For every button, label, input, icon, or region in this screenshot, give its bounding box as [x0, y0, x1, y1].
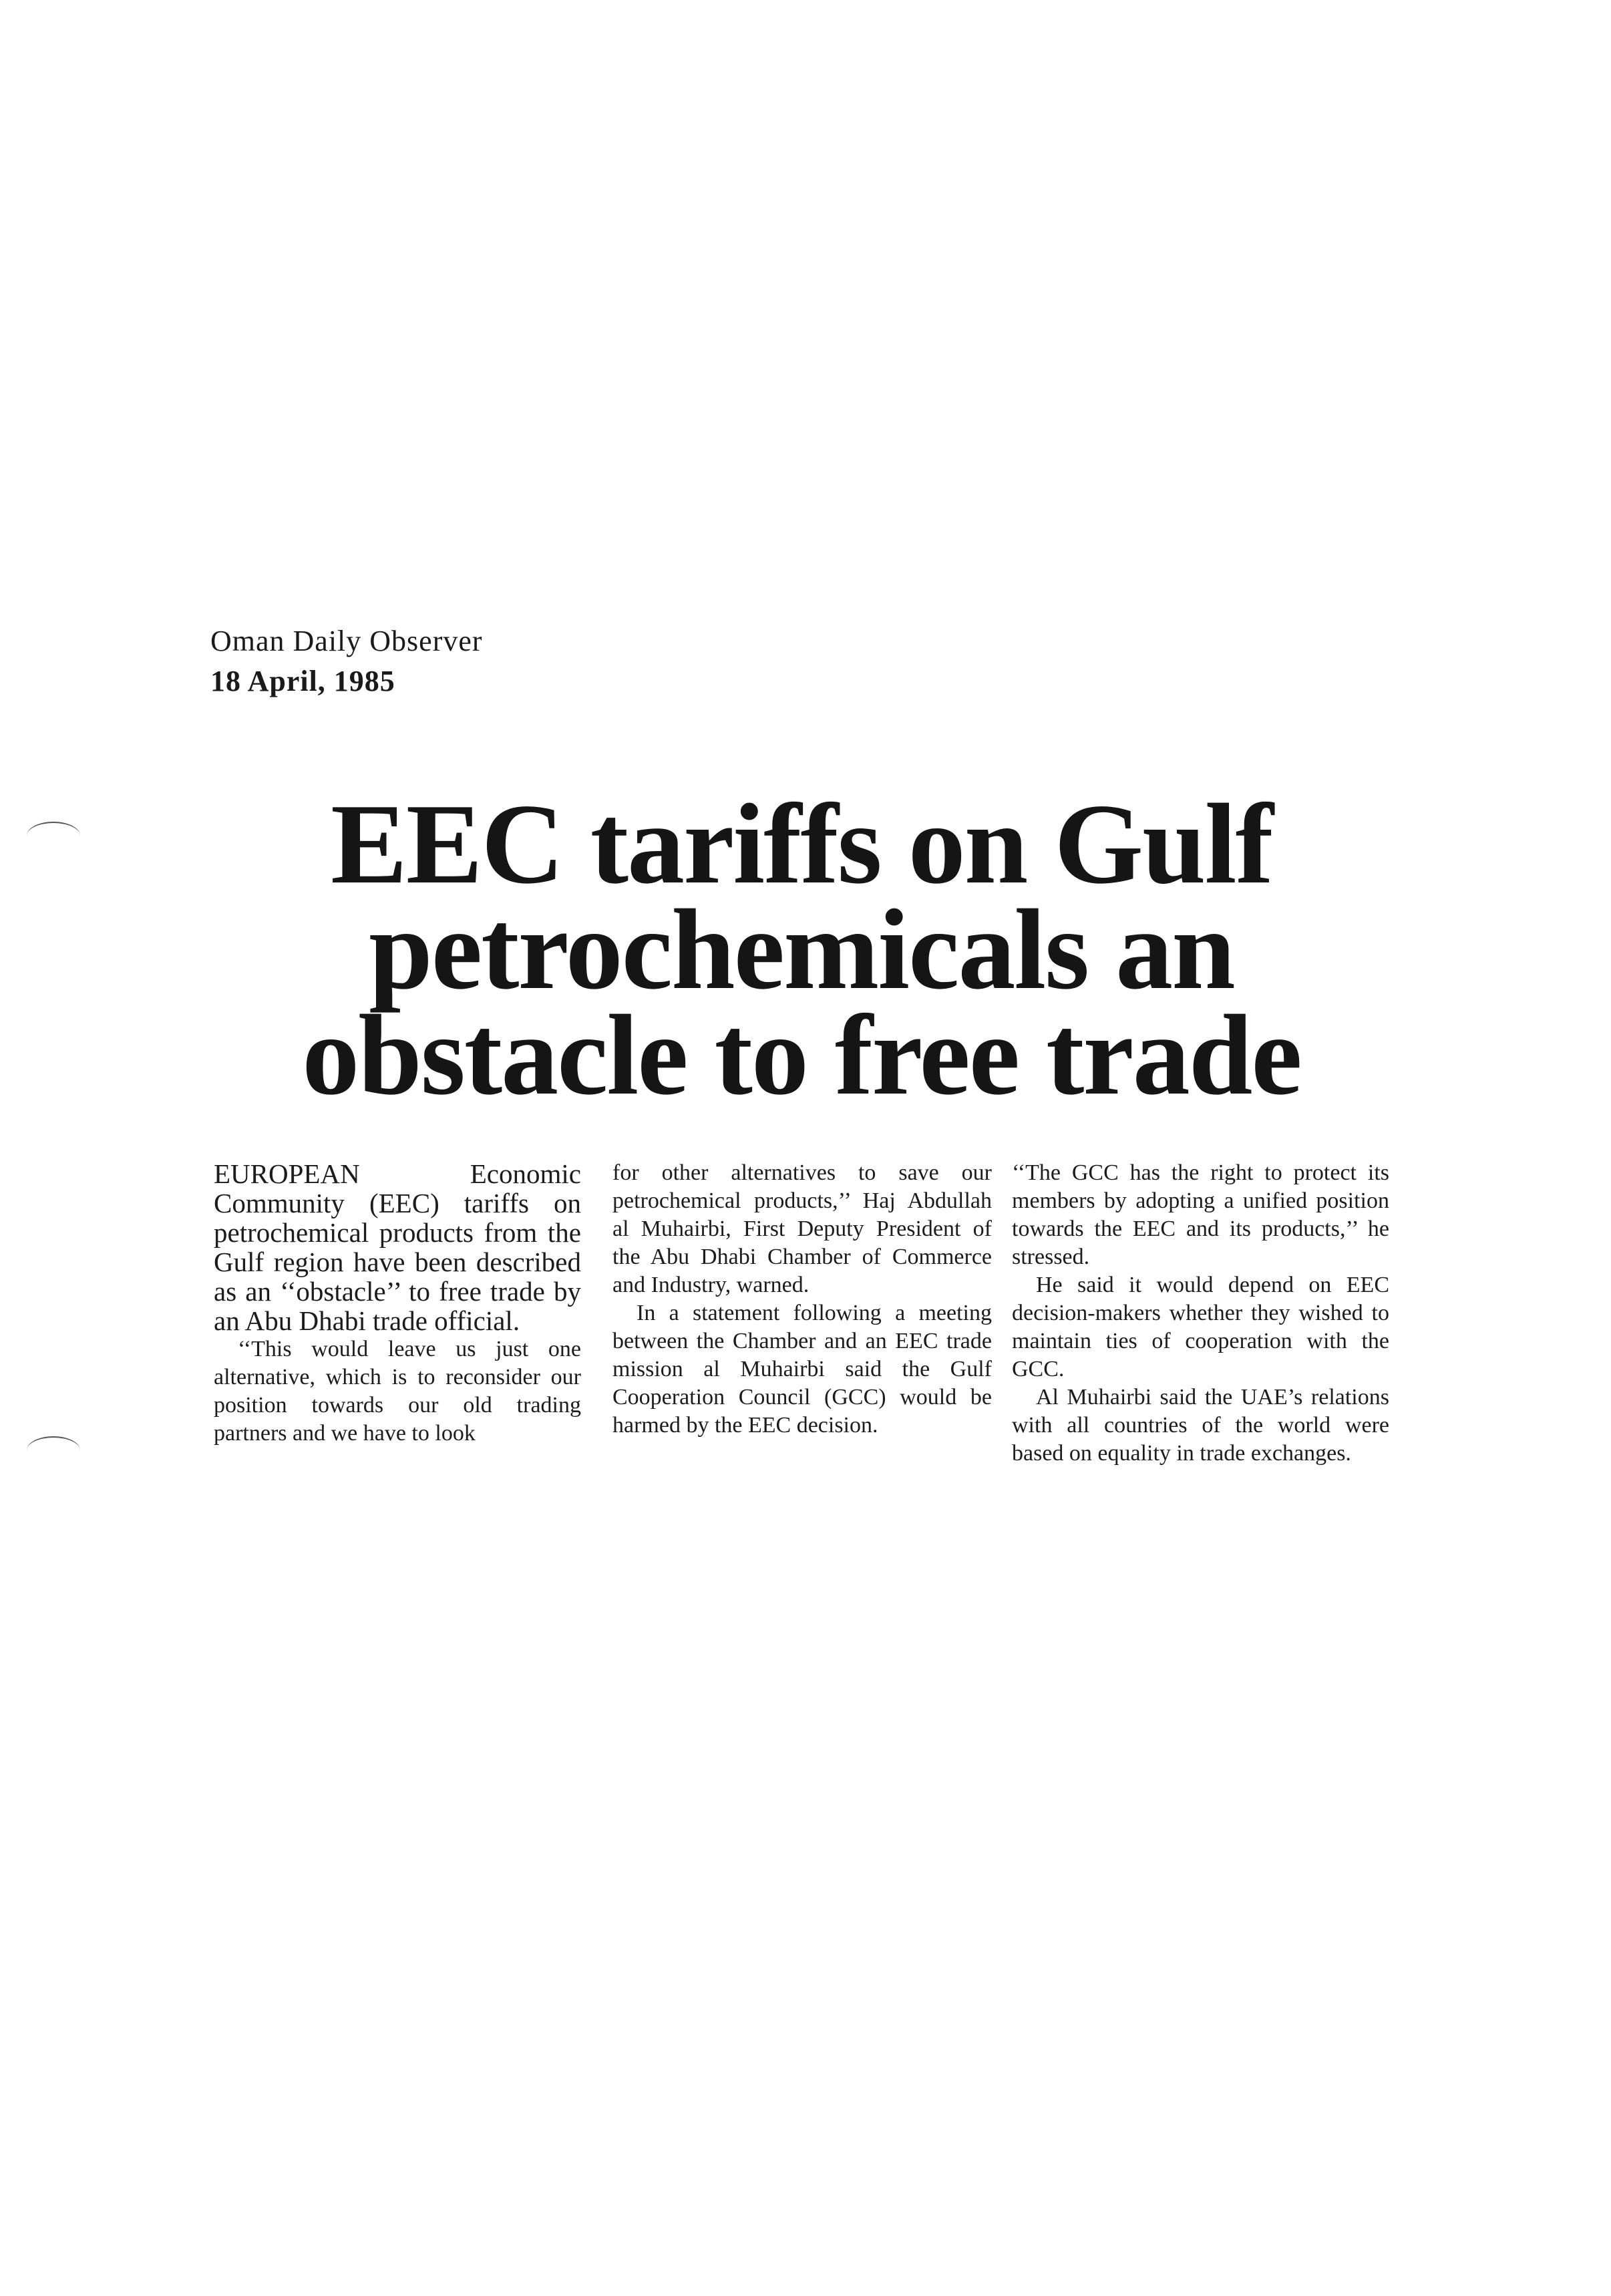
headline [254, 781, 1349, 1119]
article-paragraph: ‘‘The GCC has the right to protect its members by adopting a unified position towards the EEC and its products,’’ he stressed. [1012, 1160, 1389, 1269]
scan-mark [27, 1436, 80, 1464]
publication-name: Oman Daily Observer [210, 625, 483, 657]
article-paragraph: In a statement following a meeting between the Chamber and an EEC trade mission al Muhairbi said the Gulf Cooperation Council (GCC) would be harmed by the EEC decision. [612, 1301, 992, 1438]
publication-date: 18 April, 1985 [210, 665, 395, 697]
article-paragraph: EUROPEAN Economic Community (EEC) tariffs on petrochemical products from the Gulf region have been described as an ‘‘obstacle’’ to free trade by an Abu Dhabi trade official. [214, 1158, 581, 1336]
article-column-1 [214, 1159, 581, 1448]
clipping-source [210, 621, 812, 701]
scan-mark [27, 822, 80, 850]
article-column-3 [1012, 1159, 1389, 1468]
headline-line: petrochemicals an [369, 886, 1234, 1013]
headline-line: obstacle to free trade [302, 992, 1301, 1119]
article-paragraph: for other alternatives to save our petrochemical products,’’ Haj Abdullah al Muhairbi, First Deputy President of the Abu Dhabi Chamber of Commerce and Industry, warned. [612, 1160, 992, 1297]
article-paragraph: ‘‘This would leave us just one alternative, which is to reconsider our position towards our old trading partners and we have to look [214, 1337, 581, 1446]
article-paragraph: Al Muhairbi said the UAE’s relations with all countries of the world were based on equality in trade exchanges. [1012, 1385, 1389, 1466]
headline-line: EEC tariffs on Gulf [331, 781, 1272, 908]
article-paragraph: He said it would depend on EEC decision-makers whether they wished to maintain ties of cooperation with the GCC. [1012, 1273, 1389, 1381]
article-body [214, 1159, 1389, 1506]
article-column-2 [612, 1159, 992, 1440]
